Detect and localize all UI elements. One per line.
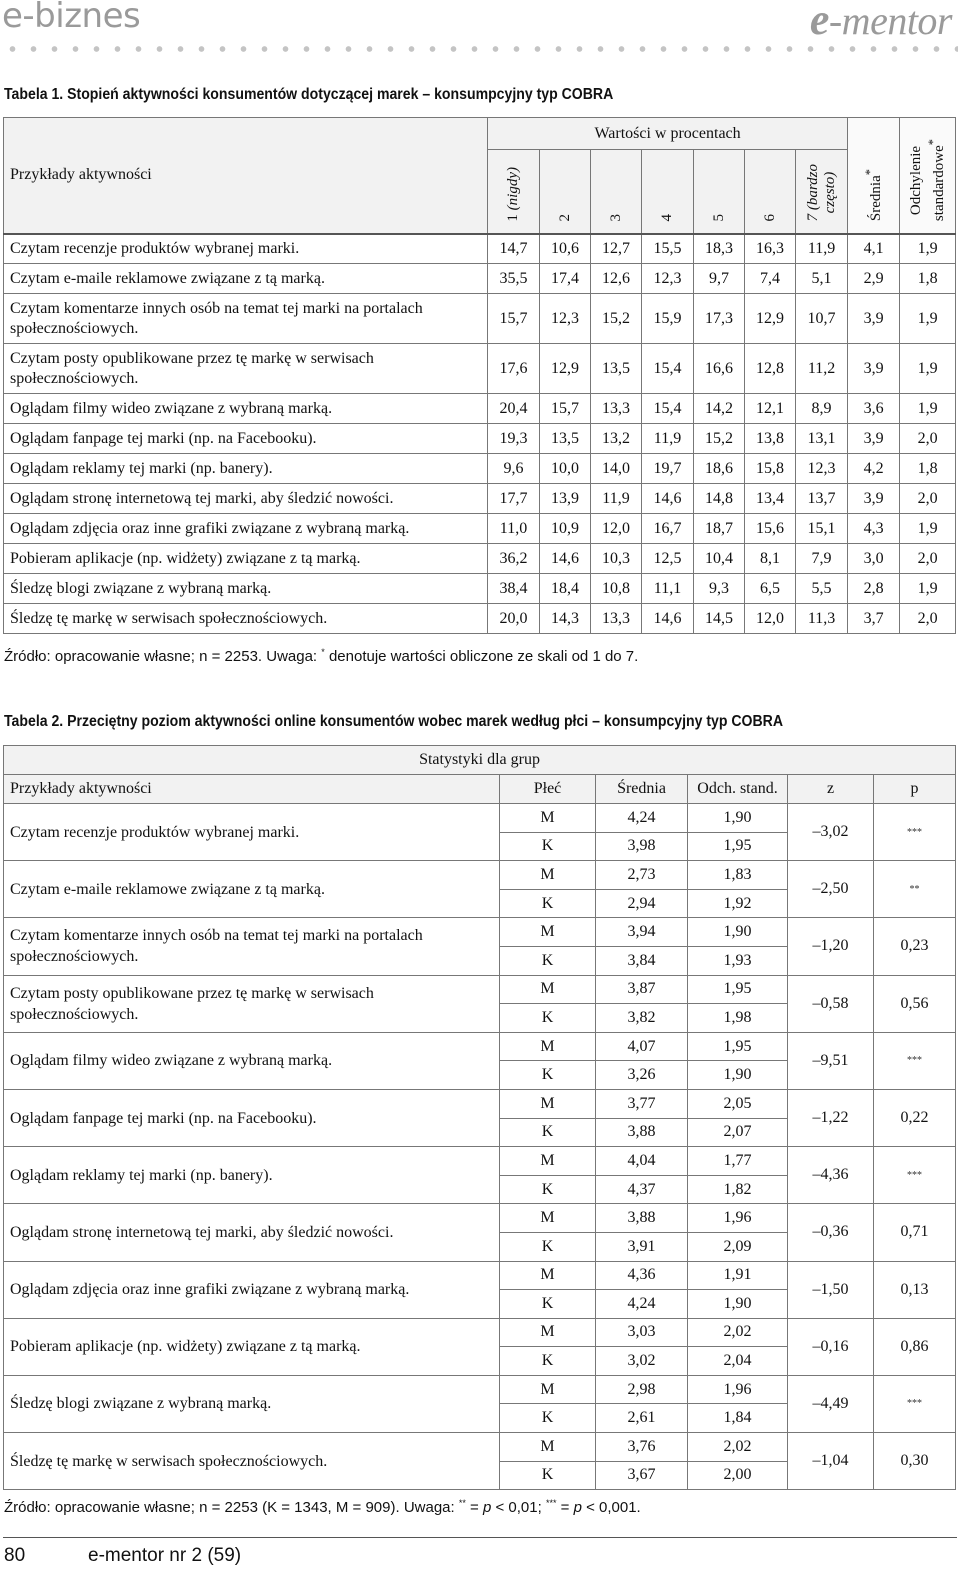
table1-cell: 17,4 bbox=[540, 264, 591, 294]
table1-row bbox=[4, 574, 956, 604]
table2-row-desc: Śledzę blogi związane z wybraną marką. bbox=[4, 1375, 500, 1432]
table2-cell: 3,76 bbox=[596, 1433, 688, 1462]
table1-cell: 12,6 bbox=[591, 264, 642, 294]
footer-rule bbox=[3, 1537, 957, 1538]
table1-cell: 12,7 bbox=[591, 234, 642, 264]
logo-rest: -mentor bbox=[828, 0, 952, 43]
table2-cell: 4,04 bbox=[596, 1147, 688, 1176]
table2-cell: 1,96 bbox=[688, 1375, 788, 1404]
table2-cell: 3,82 bbox=[596, 1004, 688, 1033]
table1-cell: 14,8 bbox=[694, 484, 745, 514]
table1-cell: 12,0 bbox=[745, 604, 796, 634]
table2-cell: 1,95 bbox=[688, 975, 788, 1004]
table1-cell: 2,0 bbox=[900, 484, 956, 514]
table1-cell: 19,7 bbox=[642, 454, 694, 484]
table2-row-m bbox=[4, 1032, 956, 1061]
table2-cell: K bbox=[500, 946, 596, 975]
table2-cell: 3,98 bbox=[596, 832, 688, 861]
table1-cell: 12,0 bbox=[591, 514, 642, 544]
table2-col-p: p bbox=[874, 775, 956, 804]
table1-cell: 13,5 bbox=[591, 344, 642, 394]
table1-cell: 14,6 bbox=[642, 604, 694, 634]
table2-p: 0,71 bbox=[874, 1204, 956, 1261]
table2-p: ** bbox=[874, 861, 956, 918]
table1-cell: 13,5 bbox=[540, 424, 591, 454]
table2-cell: 2,07 bbox=[688, 1118, 788, 1147]
table1-cell: 19,3 bbox=[488, 424, 540, 454]
table2-z: –3,02 bbox=[788, 804, 874, 861]
table2-cell: M bbox=[500, 1318, 596, 1347]
table1-cell: 13,7 bbox=[796, 484, 848, 514]
table2-cell: 1,98 bbox=[688, 1004, 788, 1033]
table1-cell: 1,9 bbox=[900, 574, 956, 604]
table1-col-7: 7 (bardzo często) bbox=[796, 150, 848, 234]
table2-z: –2,50 bbox=[788, 861, 874, 918]
table1-cell: 20,4 bbox=[488, 394, 540, 424]
table1-source: Źródło: opracowanie własne; n = 2253. Uwaga: * denotuje wartości obliczone ze skali od 1 do 7. bbox=[4, 647, 639, 665]
table2-row-desc: Śledzę tę markę w serwisach społecznościowych. bbox=[4, 1433, 500, 1490]
table1-row bbox=[4, 394, 956, 424]
table2-cell: 1,96 bbox=[688, 1204, 788, 1233]
table1-col-4: 4 bbox=[642, 150, 694, 234]
table1-cell: 36,2 bbox=[488, 544, 540, 574]
table2-cell: 3,84 bbox=[596, 946, 688, 975]
table1-col-5: 5 bbox=[694, 150, 745, 234]
table1-row bbox=[4, 604, 956, 634]
table1-cell: 11,0 bbox=[488, 514, 540, 544]
table1-cell: 16,6 bbox=[694, 344, 745, 394]
table2-cell: 1,93 bbox=[688, 946, 788, 975]
table2-cell: K bbox=[500, 1004, 596, 1033]
table1-cell: 18,7 bbox=[694, 514, 745, 544]
table2-col-label: Przykłady aktywności bbox=[4, 775, 500, 804]
table2-col-mean: Średnia bbox=[596, 775, 688, 804]
table2-col-z: z bbox=[788, 775, 874, 804]
table2-cell: M bbox=[500, 918, 596, 947]
table1-row bbox=[4, 454, 956, 484]
table2-z: –1,20 bbox=[788, 918, 874, 975]
table2-cell: K bbox=[500, 1347, 596, 1376]
table1-cell: 3,6 bbox=[848, 394, 900, 424]
table1-cell: 38,4 bbox=[488, 574, 540, 604]
table1-cell: 4,2 bbox=[848, 454, 900, 484]
table2-col-sd: Odch. stand. bbox=[688, 775, 788, 804]
table2-cell: 3,77 bbox=[596, 1089, 688, 1118]
table2-cell: K bbox=[500, 1175, 596, 1204]
table2-z: –1,04 bbox=[788, 1433, 874, 1490]
table2-cell: 2,09 bbox=[688, 1232, 788, 1261]
table2-cell: 2,02 bbox=[688, 1433, 788, 1462]
table1-cell: 18,3 bbox=[694, 234, 745, 264]
table1-row-desc: Śledzę blogi związane z wybraną marką. bbox=[4, 574, 488, 604]
table1-cell: 11,3 bbox=[796, 604, 848, 634]
table2-cell: 1,77 bbox=[688, 1147, 788, 1176]
table2-cell: 3,87 bbox=[596, 975, 688, 1004]
table2-cell: M bbox=[500, 1204, 596, 1233]
table1-row bbox=[4, 264, 956, 294]
table1-col-3: 3 bbox=[591, 150, 642, 234]
table2-cell: M bbox=[500, 1375, 596, 1404]
table1-cell: 18,4 bbox=[540, 574, 591, 604]
table2-cell: M bbox=[500, 1261, 596, 1290]
table1-cell: 15,7 bbox=[488, 294, 540, 344]
table1-row bbox=[4, 544, 956, 574]
table2-z: –0,58 bbox=[788, 975, 874, 1032]
table1-cell: 12,8 bbox=[745, 344, 796, 394]
table1-cell: 1,9 bbox=[900, 234, 956, 264]
table2-cell: K bbox=[500, 1290, 596, 1319]
table1-row-desc: Czytam posty opublikowane przez tę markę w serwisach społecznościowych. bbox=[4, 344, 488, 394]
table2-cell: 1,82 bbox=[688, 1175, 788, 1204]
table1 bbox=[3, 117, 956, 634]
table1-row-desc: Śledzę tę markę w serwisach społecznościowych. bbox=[4, 604, 488, 634]
table1-cell: 12,3 bbox=[796, 454, 848, 484]
page-number: 80 bbox=[4, 1545, 26, 1566]
table2-cell: M bbox=[500, 1089, 596, 1118]
table2-cell: 1,90 bbox=[688, 1290, 788, 1319]
table1-cell: 6,5 bbox=[745, 574, 796, 604]
table2-caption: Tabela 2. Przeciętny poziom aktywności online konsumentów wobec marek według płci – konsumpcyjny typ COBRA bbox=[4, 713, 784, 730]
table2-cell: 3,67 bbox=[596, 1461, 688, 1490]
table1-col-6: 6 bbox=[745, 150, 796, 234]
table1-cell: 14,7 bbox=[488, 234, 540, 264]
table2-z: –0,36 bbox=[788, 1204, 874, 1261]
table1-row bbox=[4, 514, 956, 544]
table2-cell: 3,88 bbox=[596, 1118, 688, 1147]
table1-cell: 3,9 bbox=[848, 294, 900, 344]
table2-cell: 2,73 bbox=[596, 861, 688, 890]
table1-cell: 11,1 bbox=[642, 574, 694, 604]
table2-cell: 1,83 bbox=[688, 861, 788, 890]
table1-cell: 13,1 bbox=[796, 424, 848, 454]
table1-cell: 15,4 bbox=[642, 344, 694, 394]
table1-cell: 15,9 bbox=[642, 294, 694, 344]
table1-cell: 7,9 bbox=[796, 544, 848, 574]
table1-cell: 15,2 bbox=[591, 294, 642, 344]
table2-row-m bbox=[4, 1147, 956, 1176]
table1-cell: 16,3 bbox=[745, 234, 796, 264]
table1-cell: 1,9 bbox=[900, 294, 956, 344]
table2-cell: M bbox=[500, 1433, 596, 1462]
table2-row-m bbox=[4, 1433, 956, 1462]
table2-p: 0,30 bbox=[874, 1433, 956, 1490]
table2-cell: 2,04 bbox=[688, 1347, 788, 1376]
table2-z: –4,36 bbox=[788, 1147, 874, 1204]
table1-cell: 15,5 bbox=[642, 234, 694, 264]
table1-cell: 14,2 bbox=[694, 394, 745, 424]
table1-row bbox=[4, 484, 956, 514]
table1-cell: 10,0 bbox=[540, 454, 591, 484]
table1-cell: 12,9 bbox=[745, 294, 796, 344]
table2-cell: M bbox=[500, 975, 596, 1004]
table1-cell: 2,0 bbox=[900, 604, 956, 634]
table1-row-desc: Czytam e-maile reklamowe związane z tą marką. bbox=[4, 264, 488, 294]
table2-p: 0,22 bbox=[874, 1089, 956, 1146]
table1-cell: 13,2 bbox=[591, 424, 642, 454]
table1-cell: 1,9 bbox=[900, 344, 956, 394]
table1-cell: 4,3 bbox=[848, 514, 900, 544]
table2-cell: K bbox=[500, 832, 596, 861]
table2-cell: 2,02 bbox=[688, 1318, 788, 1347]
table2-cell: 2,05 bbox=[688, 1089, 788, 1118]
table1-row-desc: Oglądam filmy wideo związane z wybraną marką. bbox=[4, 394, 488, 424]
table1-cell: 2,8 bbox=[848, 574, 900, 604]
table1-group-label: Wartości w procentach bbox=[488, 118, 848, 150]
table2-cell: K bbox=[500, 889, 596, 918]
table1-cell: 17,7 bbox=[488, 484, 540, 514]
table1-row bbox=[4, 294, 956, 344]
table2-row-m bbox=[4, 804, 956, 833]
table1-cell: 8,1 bbox=[745, 544, 796, 574]
table1-row-desc: Czytam recenzje produktów wybranej marki. bbox=[4, 234, 488, 264]
table1-cell: 1,8 bbox=[900, 454, 956, 484]
table1-cell: 11,9 bbox=[642, 424, 694, 454]
table1-cell: 11,9 bbox=[796, 234, 848, 264]
table2-p: *** bbox=[874, 804, 956, 861]
table1-cell: 10,9 bbox=[540, 514, 591, 544]
table1-cell: 13,8 bbox=[745, 424, 796, 454]
table2-cell: K bbox=[500, 1404, 596, 1433]
table2-cell: 1,95 bbox=[688, 832, 788, 861]
table2-row-m bbox=[4, 1204, 956, 1233]
table1-col-1: 1 (nigdy) bbox=[488, 150, 540, 234]
table1-row-desc: Czytam komentarze innych osób na temat tej marki na portalach społecznościowych. bbox=[4, 294, 488, 344]
table1-cell: 13,3 bbox=[591, 604, 642, 634]
table2-cell: K bbox=[500, 1061, 596, 1090]
table2-cell: 1,91 bbox=[688, 1261, 788, 1290]
table1-col-2: 2 bbox=[540, 150, 591, 234]
table2-p: *** bbox=[874, 1375, 956, 1432]
table2-row-m bbox=[4, 1318, 956, 1347]
table2-p: 0,23 bbox=[874, 918, 956, 975]
table1-cell: 17,3 bbox=[694, 294, 745, 344]
table2-cell: 3,26 bbox=[596, 1061, 688, 1090]
table1-cell: 10,7 bbox=[796, 294, 848, 344]
table1-cell: 5,5 bbox=[796, 574, 848, 604]
dotted-divider bbox=[2, 46, 958, 52]
table1-cell: 10,4 bbox=[694, 544, 745, 574]
table2-row-m bbox=[4, 975, 956, 1004]
table1-col-sd: Odchylenie standardowe* bbox=[900, 118, 956, 234]
table2-cell: M bbox=[500, 804, 596, 833]
table1-cell: 10,6 bbox=[540, 234, 591, 264]
table2-z: –1,50 bbox=[788, 1261, 874, 1318]
table1-cell: 15,1 bbox=[796, 514, 848, 544]
table1-cell: 3,7 bbox=[848, 604, 900, 634]
table1-cell: 14,5 bbox=[694, 604, 745, 634]
table2 bbox=[3, 745, 956, 1490]
table2-cell: 1,95 bbox=[688, 1032, 788, 1061]
table1-cell: 3,9 bbox=[848, 484, 900, 514]
table1-cell: 14,6 bbox=[642, 484, 694, 514]
table2-p: *** bbox=[874, 1032, 956, 1089]
table2-row-m bbox=[4, 861, 956, 890]
table1-cell: 12,3 bbox=[642, 264, 694, 294]
table1-cell: 4,1 bbox=[848, 234, 900, 264]
table2-row-desc: Oglądam filmy wideo związane z wybraną marką. bbox=[4, 1032, 500, 1089]
table2-z: –1,22 bbox=[788, 1089, 874, 1146]
table1-cell: 16,7 bbox=[642, 514, 694, 544]
table1-cell: 3,9 bbox=[848, 344, 900, 394]
table1-row-desc: Oglądam stronę internetową tej marki, aby śledzić nowości. bbox=[4, 484, 488, 514]
table1-caption: Tabela 1. Stopień aktywności konsumentów dotyczącej marek – konsumpcyjny typ COBRA bbox=[4, 86, 614, 103]
section-title: e-biznes bbox=[2, 0, 141, 36]
table1-cell: 7,4 bbox=[745, 264, 796, 294]
table2-p: 0,86 bbox=[874, 1318, 956, 1375]
table1-cell: 17,6 bbox=[488, 344, 540, 394]
table2-cell: M bbox=[500, 1147, 596, 1176]
table2-cell: 3,02 bbox=[596, 1347, 688, 1376]
table1-cell: 1,9 bbox=[900, 514, 956, 544]
table2-cell: 4,24 bbox=[596, 1290, 688, 1319]
table2-cell: K bbox=[500, 1232, 596, 1261]
table2-col-sex: Płeć bbox=[500, 775, 596, 804]
table1-cell: 12,3 bbox=[540, 294, 591, 344]
table1-cell: 14,6 bbox=[540, 544, 591, 574]
table1-cell: 20,0 bbox=[488, 604, 540, 634]
table1-cell: 9,3 bbox=[694, 574, 745, 604]
table2-cell: K bbox=[500, 1461, 596, 1490]
table1-cell: 5,1 bbox=[796, 264, 848, 294]
table1-cell: 9,6 bbox=[488, 454, 540, 484]
table1-row-desc: Pobieram aplikacje (np. widżety) związane z tą marką. bbox=[4, 544, 488, 574]
table2-cell: 3,88 bbox=[596, 1204, 688, 1233]
table1-cell: 13,9 bbox=[540, 484, 591, 514]
logo-e: e bbox=[809, 0, 829, 44]
table2-row-m bbox=[4, 918, 956, 947]
table1-cell: 11,2 bbox=[796, 344, 848, 394]
table2-z: –4,49 bbox=[788, 1375, 874, 1432]
table2-row-desc: Czytam posty opublikowane przez tę markę w serwisach społecznościowych. bbox=[4, 975, 500, 1032]
journal-logo bbox=[810, 0, 952, 45]
table2-row-desc: Czytam komentarze innych osób na temat tej marki na portalach społecznościowych. bbox=[4, 918, 500, 975]
table2-row-desc: Czytam recenzje produktów wybranej marki. bbox=[4, 804, 500, 861]
table1-cell: 12,1 bbox=[745, 394, 796, 424]
table1-cell: 15,8 bbox=[745, 454, 796, 484]
table1-row bbox=[4, 344, 956, 394]
table1-cell: 10,8 bbox=[591, 574, 642, 604]
table1-cell: 1,9 bbox=[900, 394, 956, 424]
table1-row-desc: Oglądam zdjęcia oraz inne grafiki związane z wybraną marką. bbox=[4, 514, 488, 544]
table1-row bbox=[4, 234, 956, 264]
table2-z: –9,51 bbox=[788, 1032, 874, 1089]
table1-row bbox=[4, 424, 956, 454]
table1-cell: 12,5 bbox=[642, 544, 694, 574]
journal-issue: e-mentor nr 2 (59) bbox=[88, 1545, 242, 1566]
table1-cell: 12,9 bbox=[540, 344, 591, 394]
table2-row-desc: Pobieram aplikacje (np. widżety) związane z tą marką. bbox=[4, 1318, 500, 1375]
table2-cell: 4,37 bbox=[596, 1175, 688, 1204]
table2-p: 0,56 bbox=[874, 975, 956, 1032]
table2-row-m bbox=[4, 1375, 956, 1404]
table1-cell: 13,4 bbox=[745, 484, 796, 514]
table2-row-desc: Oglądam stronę internetową tej marki, aby śledzić nowości. bbox=[4, 1204, 500, 1261]
table2-cell: 3,94 bbox=[596, 918, 688, 947]
table2-row-desc: Oglądam reklamy tej marki (np. banery). bbox=[4, 1147, 500, 1204]
table2-row-desc: Czytam e-maile reklamowe związane z tą marką. bbox=[4, 861, 500, 918]
table1-col-mean: Średnia* bbox=[848, 118, 900, 234]
table2-cell: M bbox=[500, 1032, 596, 1061]
table1-cell: 3,9 bbox=[848, 424, 900, 454]
table2-cell: K bbox=[500, 1118, 596, 1147]
table2-row-m bbox=[4, 1261, 956, 1290]
table2-p: 0,13 bbox=[874, 1261, 956, 1318]
table2-cell: 2,61 bbox=[596, 1404, 688, 1433]
table2-row-m bbox=[4, 1089, 956, 1118]
table2-cell: 1,90 bbox=[688, 1061, 788, 1090]
table1-cell: 1,8 bbox=[900, 264, 956, 294]
table2-cell: 1,90 bbox=[688, 918, 788, 947]
table1-row-desc: Oglądam fanpage tej marki (np. na Facebooku). bbox=[4, 424, 488, 454]
table1-cell: 15,4 bbox=[642, 394, 694, 424]
table2-cell: 1,92 bbox=[688, 889, 788, 918]
table2-cell: 4,24 bbox=[596, 804, 688, 833]
table2-cell: 2,94 bbox=[596, 889, 688, 918]
table1-row-desc: Oglądam reklamy tej marki (np. banery). bbox=[4, 454, 488, 484]
table2-row-desc: Oglądam zdjęcia oraz inne grafiki związane z wybraną marką. bbox=[4, 1261, 500, 1318]
table2-cell: 4,36 bbox=[596, 1261, 688, 1290]
table1-cell: 10,3 bbox=[591, 544, 642, 574]
table2-cell: 2,98 bbox=[596, 1375, 688, 1404]
table1-col-label: Przykłady aktywności bbox=[4, 118, 488, 234]
table2-z: –0,16 bbox=[788, 1318, 874, 1375]
table1-cell: 2,0 bbox=[900, 544, 956, 574]
table1-cell: 9,7 bbox=[694, 264, 745, 294]
table2-cell: 3,03 bbox=[596, 1318, 688, 1347]
table1-cell: 13,3 bbox=[591, 394, 642, 424]
table1-cell: 18,6 bbox=[694, 454, 745, 484]
table2-cell: M bbox=[500, 861, 596, 890]
table1-cell: 2,0 bbox=[900, 424, 956, 454]
table1-cell: 14,3 bbox=[540, 604, 591, 634]
table1-cell: 15,6 bbox=[745, 514, 796, 544]
table1-cell: 11,9 bbox=[591, 484, 642, 514]
table1-cell: 2,9 bbox=[848, 264, 900, 294]
table1-cell: 35,5 bbox=[488, 264, 540, 294]
table2-cell: 3,91 bbox=[596, 1232, 688, 1261]
table1-cell: 14,0 bbox=[591, 454, 642, 484]
table2-cell: 1,84 bbox=[688, 1404, 788, 1433]
table2-p: *** bbox=[874, 1147, 956, 1204]
table2-group-label: Statystyki dla grup bbox=[4, 746, 956, 775]
table1-cell: 15,7 bbox=[540, 394, 591, 424]
table2-cell: 4,07 bbox=[596, 1032, 688, 1061]
table1-cell: 15,2 bbox=[694, 424, 745, 454]
table2-cell: 1,90 bbox=[688, 804, 788, 833]
table1-cell: 8,9 bbox=[796, 394, 848, 424]
table2-cell: 2,00 bbox=[688, 1461, 788, 1490]
table1-cell: 3,0 bbox=[848, 544, 900, 574]
table2-row-desc: Oglądam fanpage tej marki (np. na Facebooku). bbox=[4, 1089, 500, 1146]
table2-source: Źródło: opracowanie własne; n = 2253 (K = 1343, M = 909). Uwaga: ** = p < 0,01; *** = p < 0,001. bbox=[4, 1498, 641, 1516]
